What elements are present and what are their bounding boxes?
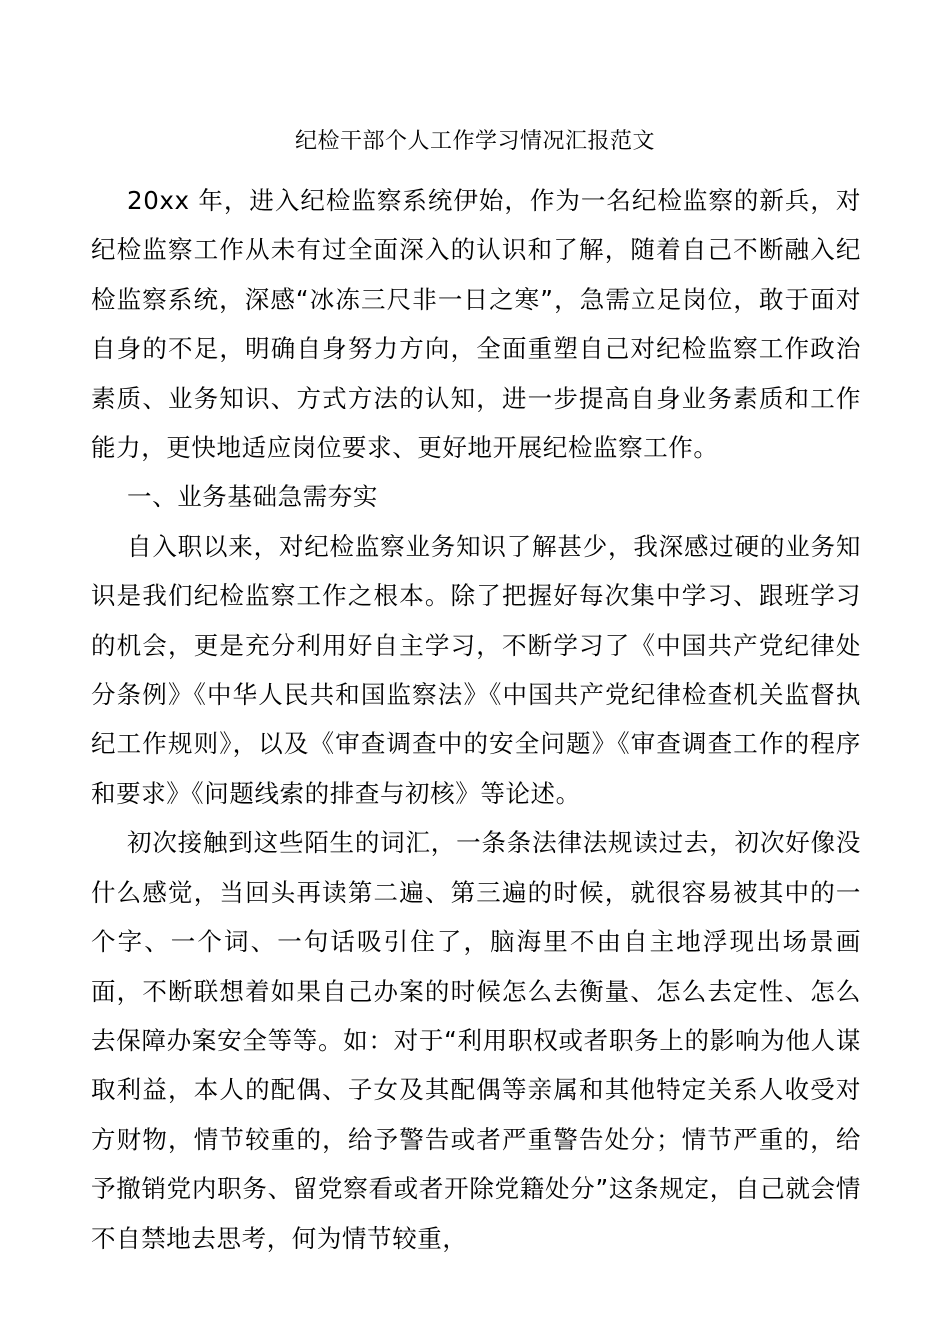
document-body (91, 176, 861, 1263)
paragraph-intro: 20xx 年，进入纪检监察系统伊始，作为一名纪检监察的新兵，对纪检监察工作从未有过全面深入的认识和了解，随着自己不断融入纪检监察系统，深感“冰冻三尺非一日之寒”，急需立足岗位，敢于面对自身的不足，明确自身努力方向，全面重塑自己对纪检监察工作政治素质、业务知识、方式方法的认知，进一步提高自身业务素质和工作能力，更快地适应岗位要求、更好地开展纪检监察工作。 (91, 186, 861, 463)
paragraph-study: 自入职以来，对纪检监察业务知识了解甚少，我深感过硬的业务知识是我们纪检监察工作之根本。除了把握好每次集中学习、跟班学习的机会，更是充分利用好自主学习，不断学习了《中国共产党纪律处分条例》《中华人民共和国监察法》《中国共产党纪律检查机关监督执纪工作规则》，以及《审查调查中的安全问题》《审查调查工作的程序和要求》《问题线索的排查与初核》等论述。 (91, 531, 861, 808)
paragraph-reflection: 初次接触到这些陌生的词汇，一条条法律法规读过去，初次好像没什么感觉，当回头再读第二遍、第三遍的时候，就很容易被其中的一个字、一个词、一句话吸引住了，脑海里不由自主地浮现出场景画面，不断联想着如果自己办案的时候怎么去衡量、怎么去定性、怎么去保障办案安全等等。如：对于“利用职权或者职务上的影响为他人谋取利益，本人的配偶、子女及其配偶等亲属和其他特定关系人收受对方财物，情节较重的，给予警告或者严重警告处分；情节严重的，给予撤销党内职务、留党察看或者开除党籍处分”这条规定，自己就会情不自禁地去思考，何为情节较重， (91, 828, 861, 1253)
document-title: 纪检干部个人工作学习情况汇报范文 (294, 129, 655, 154)
section-heading: 一、业务基础急需夯实 (127, 482, 378, 512)
